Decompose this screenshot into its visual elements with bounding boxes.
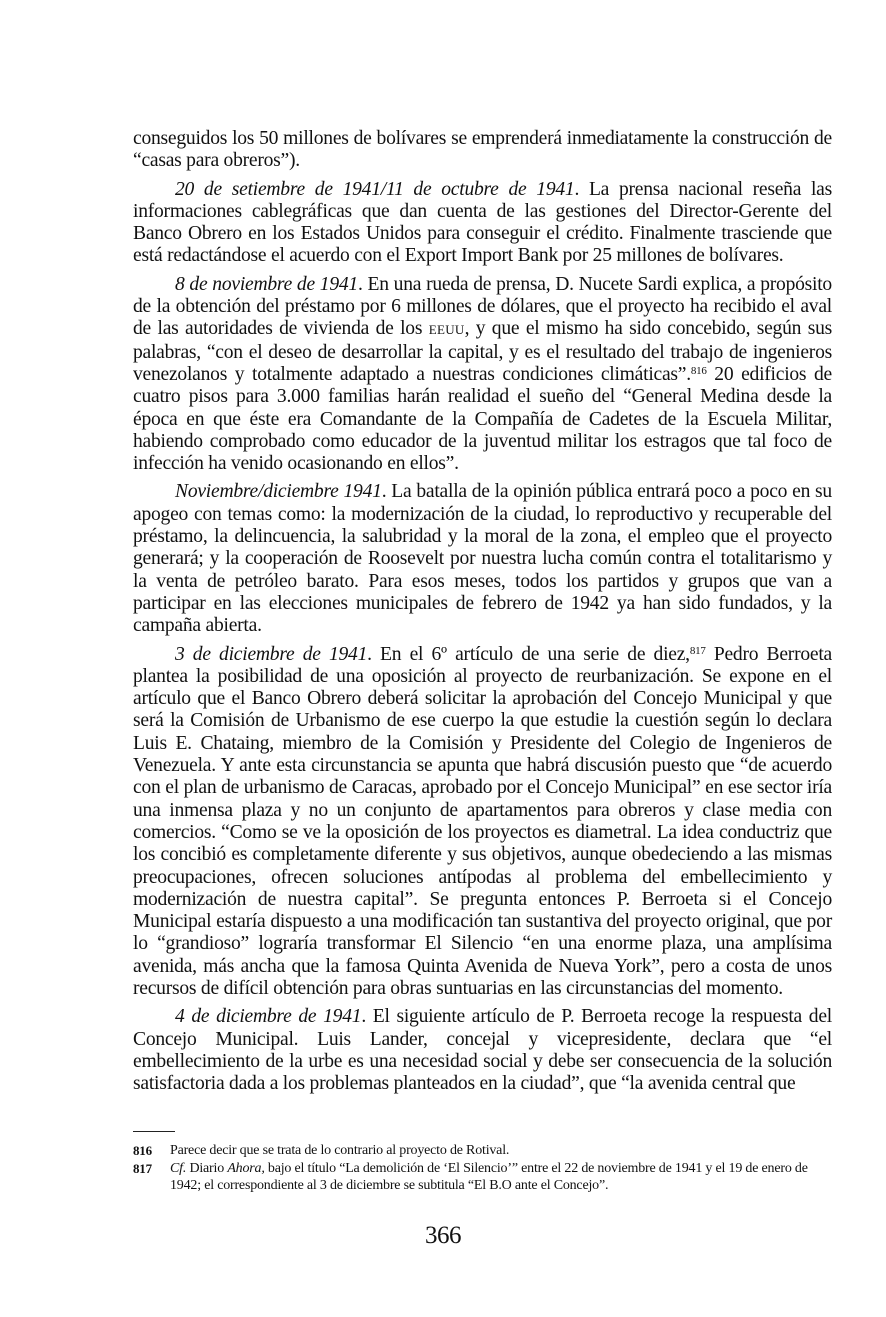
paragraph-text: 20 edificios de cuatro pisos para 3.000 familias harán realidad el sueño del “General Medina desde la época en que éste era Comandante de la Compañía de Cadetes de la Escuela Militar, habiendo comprobado como educador de la juventud militar los estragos que tal foco de infección ha venido ocasionando en ellos”.: [133, 363, 832, 475]
entry-date: Noviembre/diciembre 1941: [175, 481, 382, 503]
footnotes: [133, 1142, 833, 1195]
footnote-816: [133, 1142, 833, 1159]
abbreviation-eeuu: EEUU: [428, 322, 465, 338]
footnote-number: 817: [133, 1161, 152, 1176]
body-text: [133, 128, 832, 1101]
footnote-italic-ahora: Ahora,: [227, 1161, 265, 1176]
footnote-text-part: Diario: [186, 1161, 228, 1176]
paragraph-dec-3-1941: [133, 644, 832, 1001]
paragraph-text: . En el 6º artículo de una serie de diez,: [367, 643, 690, 665]
footnote-number: 816: [133, 1143, 152, 1158]
entry-date: 20 de setiembre de 1941/11 de octubre de 1941: [175, 178, 575, 200]
footnote-text: Parece decir que se trata de lo contrario al proyecto de Rotival.: [170, 1143, 510, 1158]
paragraph-text: . La prensa nacional reseña las informaciones cablegráficas que dan cuenta de las gestiones del Director-Gerente del Banco Obrero en los Estados Unidos para conseguir el crédito. Finalmente trasciende que está redactándose el acuerdo con el Export Import Bank por 25 millones de bolívares.: [133, 178, 832, 267]
paragraph-dec-4-1941: [133, 1006, 832, 1095]
footnote-ref-816[interactable]: 816: [690, 364, 707, 377]
footnote-text-part: bajo el título “La demolición de ‘El Silencio’” entre el 22 de noviembre de 1941 y el 19 de enero de 1942; el correspondiente al 3 de diciembre se subtitula “El B.O ante el Concejo”.: [170, 1161, 808, 1193]
paragraph-sep-oct-1941: [133, 179, 832, 268]
entry-date: 8 de noviembre de 1941: [175, 273, 358, 295]
paragraph-text: . La batalla de la opinión pública entrará poco a poco en su apogeo con temas como: la modernización de la ciudad, lo reproductivo y recuperable del préstamo, la delincuencia, la salubridad y la moral de la zona, el empleo que el proyecto generará; y la cooperación de Roosevelt por nuestra lucha común contra el totalitarismo y la venta de petróleo barato. Para esos meses, todos los partidos y grupos que van a participar en las elecciones municipales de febrero de 1942 ya han sido fundados, y la campaña abierta.: [133, 481, 832, 637]
page-number: 366: [425, 1222, 461, 1249]
paragraph-nov-8-1941: [133, 274, 832, 476]
paragraph-text: , y que el mismo ha sido concebido, según sus palabras, “con el deseo de desarrollar la capital, y es el resultado del trabajo de ingenieros venezolanos y totalmente adaptado a nuestras condiciones climáticas”.: [133, 318, 832, 385]
paragraph-text: . El siguiente artículo de P. Berroeta recoge la respuesta del Concejo Municipal. Luis Lander, concejal y vicepresidente, declara que “el embellecimiento de la urbe es una necesidad social y debe ser consecuencia de la solución satisfactoria dada a los problemas planteados en la ciudad”, que “la avenida central que: [133, 1006, 832, 1095]
footnote-text: [170, 1160, 833, 1194]
footnote-italic-cf: Cf.: [170, 1161, 187, 1176]
paragraph-text: Pedro Berroeta plantea la posibilidad de una oposición al proyecto de reurbanización. Se expone en el artículo que el Banco Obrero deberá solicitar la aprobación del Concejo Municipal y que será la Comisión de Urbanismo de ese cuerpo la que estudie la cuestión según lo declara Luis E. Chataing, miembro de la Comisión y Presidente del Colegio de Ingenieros de Venezuela. Y ante esta circunstancia se apunta que habrá discusión puesto que “de acuerdo con el plan de urbanismo de Caracas, aprobado por el Concejo Municipal” en ese sector iría una inmensa plaza y no un conjunto de apartamentos para obreros y clase media con comercios. “Como se ve la oposición de los proyectos es diametral. La idea conductriz que los concibió es completamente diferente y sus objetivos, aunque obedeciendo a las mismas preocupaciones, ofrecen soluciones antípodas al problema del embellecimiento y modernización de nuestra capital”. Se pregunta entonces P. Berroeta si el Concejo Municipal estaría dispuesto a una modificación tan sustantiva del proyecto original, que por lo “grandioso” lograría transformar El Silencio “en una enorme plaza, una amplísima avenida, más ancha que la famosa Quinta Avenida de Nueva York”, pero a costa de unos recursos de difícil obtención para obras suntuarias en las circunstancias del momento.: [133, 643, 832, 999]
paragraph-nov-dec-1941: [133, 481, 832, 637]
footnote-separator: [133, 1131, 175, 1132]
paragraph-text: conseguidos los 50 millones de bolívares se emprenderá inmediatamente la construcción de “casas para obreros”).: [133, 128, 832, 172]
footnote-817: [133, 1160, 833, 1194]
paragraph-continuation: [133, 128, 832, 173]
entry-date: 4 de diciembre de 1941: [175, 1006, 362, 1028]
footnote-ref-817[interactable]: 817: [689, 644, 706, 657]
entry-date: 3 de diciembre de 1941: [175, 643, 368, 665]
paragraph-text: . En una rueda de prensa, D. Nucete Sardi explica, a propósito de la obtención del préstamo por 6 millones de dólares, que el proyecto ha recibido el aval de las autoridades de vivienda de los: [133, 273, 832, 340]
